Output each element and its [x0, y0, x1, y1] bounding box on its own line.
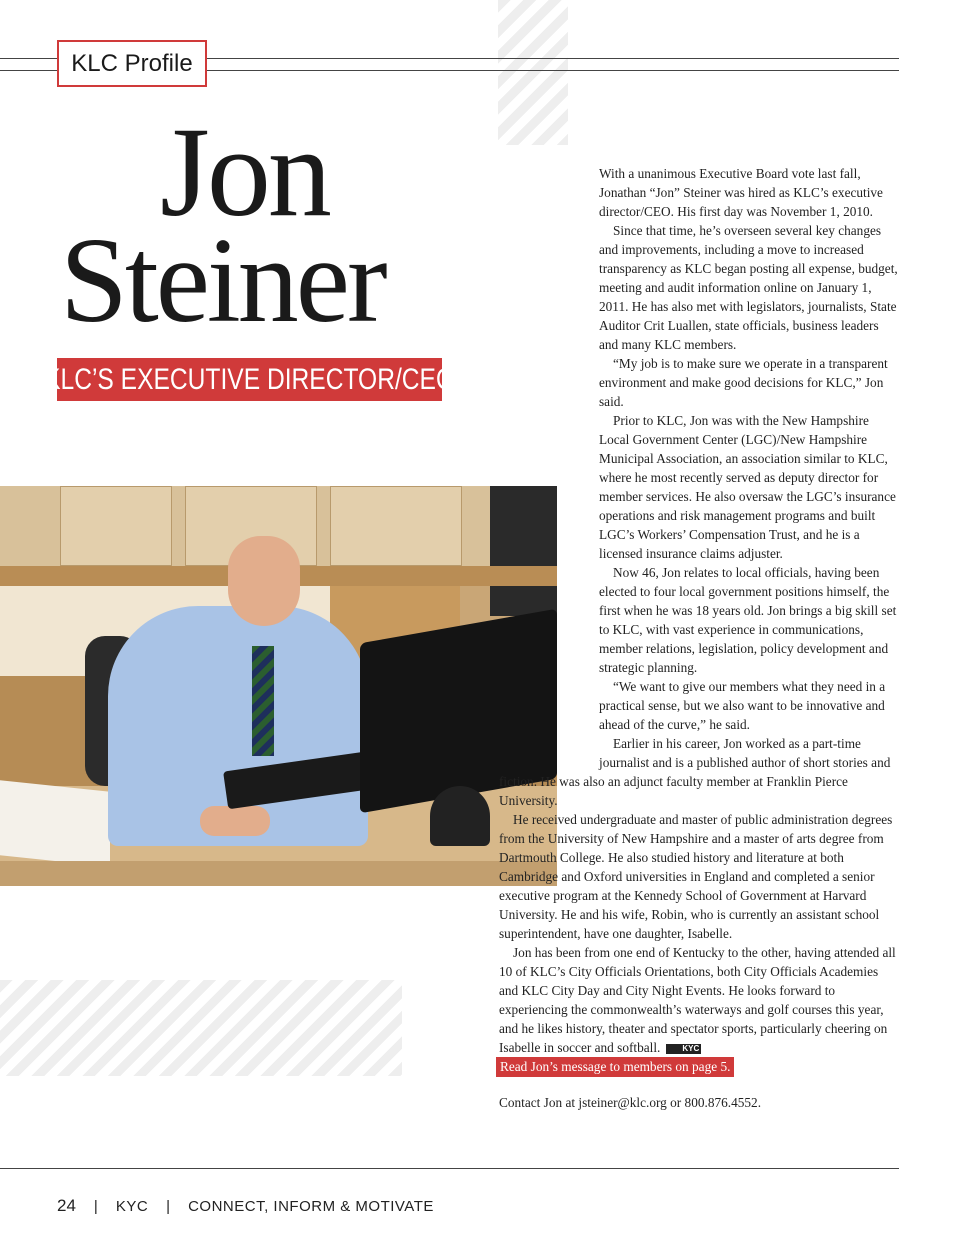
- article-paragraph: [499, 943, 899, 1057]
- section-tag: KLC Profile: [57, 40, 207, 87]
- article-paragraph: Prior to KLC, Jon was with the New Hampshire Local Government Center (LGC)/New Hampshire Municipal Association, an association similar to KLC, where he most recently served as deputy director for member services. He also oversaw the LGC’s insurance operations and risk management programs and built LGC’s Workers’ Compensation Trust, and he is a licensed insurance claims adjuster.: [599, 413, 896, 561]
- header-rule-left-2: [0, 70, 57, 71]
- article-paragraph: Earlier in his career, Jon worked as a part-time journalist and is a published author of short stories and fiction. He was also an adjunct faculty member at Franklin Pierce University.: [499, 736, 891, 808]
- article-paragraph: Now 46, Jon relates to local officials, having been elected to four local government positions himself, the first when he was 18 years old. Jon brings a big skill set to KLC, with vast experience in communications, member relations, legislation, policy development and strategic planning.: [599, 565, 897, 675]
- article-paragraph: Since that time, he’s overseen several key changes and improvements, including a move to increased transparency as KLC began posting all expense, budget, meeting and audit information online on January 1, 2011. He has also met with legislators, journalists, State Auditor Crit Luallen, state officials, business leaders and many KLC members.: [599, 223, 898, 352]
- article-body: [499, 164, 899, 1057]
- footer-separator: |: [166, 1197, 171, 1215]
- article-paragraph: He received undergraduate and master of public administration degrees from the University of New Hampshire and a master of arts degree from Dartmouth College. He also studied history and literature at both Cambridge and Oxford universities in England and completed a senior executive program at the Kennedy School of Government at Harvard University. He and his wife, Robin, who is currently an assistant school superintendent, have one daughter, Isabelle.: [499, 812, 893, 941]
- portrait-photo: [0, 486, 557, 886]
- header-rule-left-1: [0, 58, 57, 59]
- read-more-link[interactable]: Read Jon’s message to members on page 5.: [496, 1057, 734, 1077]
- profile-title: KLC’S EXECUTIVE DIRECTOR/CEO: [44, 362, 455, 396]
- kyc-end-mark: KYC: [666, 1044, 701, 1054]
- footer-separator: |: [93, 1197, 98, 1215]
- footer-publication: KYC: [115, 1197, 149, 1215]
- article-paragraph-text: Jon has been from one end of Kentucky to the other, having attended all 10 of KLC’s City Officials Orientations, both City Officials Academies and KLC City Day and City Night Events. He looks forward to experiencing the commonwealth’s waterways and golf courses this year, and he likes history, theater and spectator sports, particularly cheering on Isabelle in soccer and softball.: [499, 945, 896, 1055]
- decorative-stripes-top: [498, 0, 568, 145]
- profile-first-name: Jon: [160, 101, 329, 243]
- article-paragraph: “My job is to make sure we operate in a transparent environment and make good decisions for KLC,” Jon said.: [599, 356, 888, 409]
- profile-title-banner: [44, 358, 455, 401]
- page-number: 24: [57, 1196, 76, 1215]
- profile-last-name: Steiner: [60, 213, 385, 348]
- footer-rule: [0, 1168, 899, 1169]
- article-paragraph: “We want to give our members what they need in a practical sense, but we also want to be innovative and ahead of the curve,” he said.: [599, 679, 886, 732]
- decorative-stripes-bottom: [0, 980, 402, 1076]
- header-rule-right-1: [207, 58, 899, 59]
- contact-line: Contact Jon at jsteiner@klc.org or 800.876.4552.: [499, 1095, 762, 1110]
- page-footer: [57, 1196, 434, 1216]
- article-paragraph: With a unanimous Executive Board vote last fall, Jonathan “Jon” Steiner was hired as KLC’s executive director/CEO. His first day was November 1, 2010.: [599, 166, 883, 219]
- footer-tagline: CONNECT, INFORM & MOTIVATE: [188, 1197, 434, 1215]
- header-rule-right-2: [207, 70, 899, 71]
